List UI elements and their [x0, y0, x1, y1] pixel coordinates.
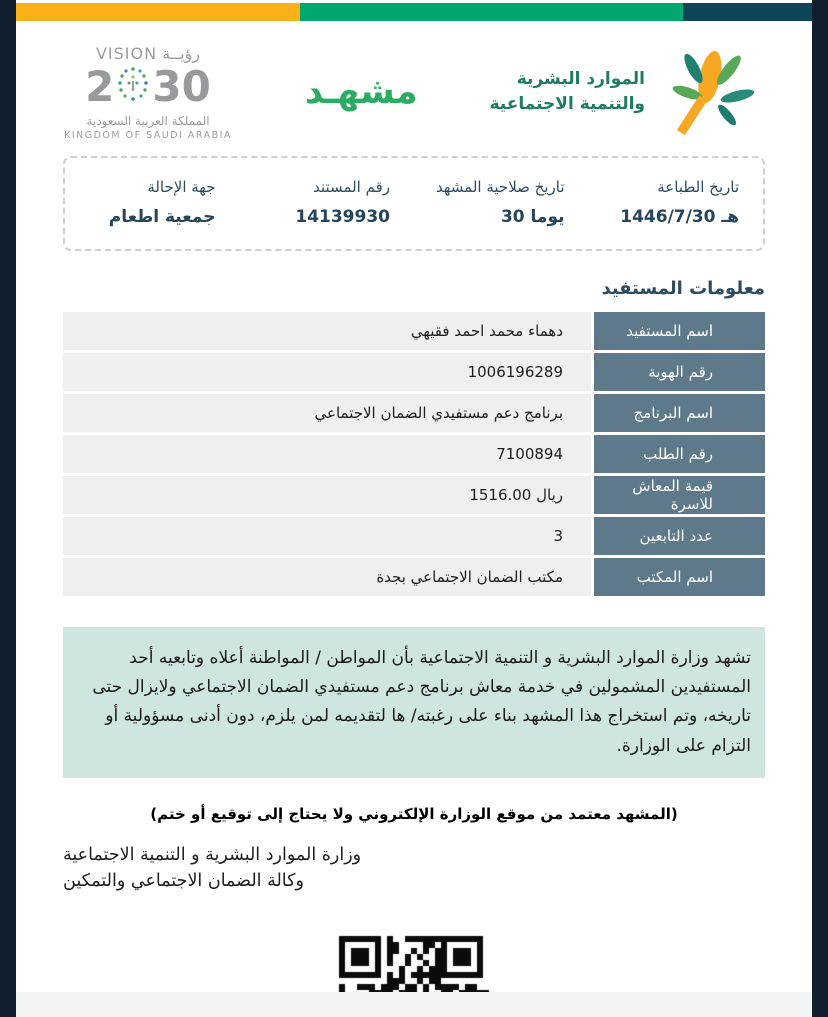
bottom-strip: [16, 992, 812, 1017]
vision-country-ar: المملكة العربية السعودية: [86, 113, 210, 128]
row-value: 1006196289: [63, 353, 591, 391]
issuer-line-agency: وكالة الضمان الاجتماعي والتمكين: [63, 870, 304, 891]
row-value: دهماء محمد احمد فقيهي: [63, 312, 591, 350]
vision-country-en: KINGDOM OF SAUDI ARABIA: [64, 129, 232, 141]
table-row: [63, 312, 765, 350]
row-label: قيمة المعاش للاسرة: [594, 476, 765, 514]
vision-logo-year: [63, 62, 233, 111]
vision-year-right: 30: [152, 62, 211, 111]
meta-item-document-number: [240, 178, 415, 227]
ministry-logo-block: [489, 42, 765, 142]
content-area: [63, 43, 765, 1017]
beneficiary-section-title: معلومات المستفيد: [601, 278, 765, 299]
row-value: 3: [63, 517, 591, 555]
issuer-line-ministry: وزارة الموارد البشرية و التنمية الاجتماعية: [63, 844, 362, 865]
ministry-name-line1: الموارد البشرية: [516, 69, 645, 90]
row-value: مكتب الضمان الاجتماعي بجدة: [63, 558, 591, 596]
meta-item-validity: [414, 178, 589, 227]
vision-2030-logo: [63, 44, 233, 141]
stripe-green-segment: [300, 3, 683, 21]
row-value: برنامج دعم مستفيدي الضمان الاجتماعي: [63, 394, 591, 432]
document-page: [16, 0, 812, 1017]
table-row: [63, 558, 765, 596]
beneficiary-table: [63, 312, 765, 596]
meta-value: 14139930: [295, 207, 390, 227]
attestation-paragraph: تشهد وزارة الموارد البشرية و التنمية الاجتماعية بأن المواطن / المواطنة أعلاه وتابعيه أحد المستفيدين المشمولين في خدمة معاش برنامج دعم مستفيدي الضمان الاجتماعي ولايزال حتى تاريخه، وتم استخراج هذا المشهد بناء على رغبته/ ها لتقديمه لمن يلزم، دون أدنى مسؤولية أو التزام على الوزارة.: [63, 627, 765, 778]
saudi-emblem-dots-icon: [116, 65, 150, 110]
meta-value: 30 يوما: [500, 207, 565, 227]
meta-value: جمعية اطعام: [108, 207, 216, 227]
header: [63, 43, 765, 141]
row-value: 7100894: [63, 435, 591, 473]
table-row: [63, 435, 765, 473]
document-meta-box: [63, 156, 765, 251]
row-label: رقم الطلب: [594, 435, 765, 473]
table-row: [63, 476, 765, 514]
ministry-palm-logo-icon: [653, 42, 765, 142]
stripe-navy-segment: [683, 3, 812, 21]
meta-item-referral-entity: [65, 178, 240, 227]
table-row: [63, 517, 765, 555]
brand-stripe: [16, 3, 812, 21]
vision-year-left: 2: [85, 62, 115, 111]
row-label: اسم المستفيد: [594, 312, 765, 350]
meta-label: تاريخ الطباعة: [657, 178, 739, 196]
meta-label: جهة الإحالة: [147, 178, 216, 196]
stripe-orange-segment: [16, 3, 300, 21]
issuer-lines: [63, 843, 765, 895]
table-row: [63, 353, 765, 391]
row-label: اسم البرنامج: [594, 394, 765, 432]
row-value: 1516.00 ريال: [63, 476, 591, 514]
row-label: اسم المكتب: [594, 558, 765, 596]
row-label: عدد التابعين: [594, 517, 765, 555]
ministry-wordmark: [489, 67, 645, 116]
ministry-name-line2: والتنمية الاجتماعية: [489, 94, 645, 114]
vision-logo-top-line: رؤيــة VISION: [95, 43, 201, 63]
meta-label: رقم المستند: [313, 178, 390, 196]
document-title: مشهـد: [304, 72, 418, 112]
approval-note: (المشهد معتمد من موقع الوزارة الإلكتروني ولا يحتاج إلى توقيع أو ختم): [150, 804, 678, 823]
meta-item-print-date: [589, 178, 764, 227]
meta-value: 1446/7/30 هـ: [620, 207, 739, 227]
row-label: رقم الهوية: [594, 353, 765, 391]
table-row: [63, 394, 765, 432]
meta-label: تاريخ صلاحية المشهد: [436, 178, 565, 196]
